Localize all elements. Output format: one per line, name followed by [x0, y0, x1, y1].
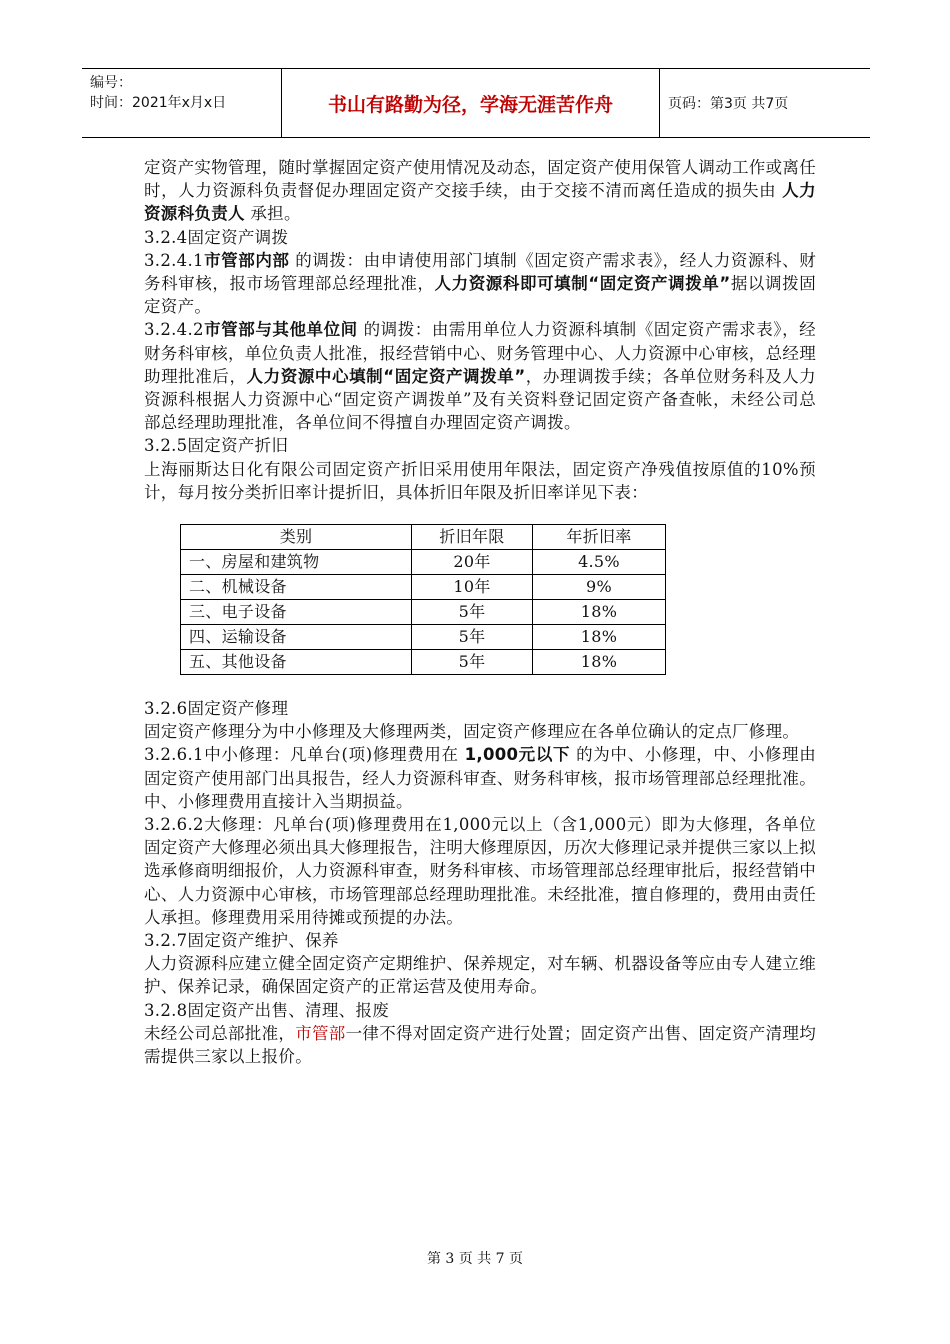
table-cell: 5年 — [412, 600, 533, 625]
header-motto: 书山有路勤为径，学海无涯苦作舟 — [282, 69, 660, 137]
paragraph: 3.2.4.1市管部内部 的调拨：由申请使用部门填制《固定资产需求表》，经人力资源科、财务科审核，报市场管理部总经理批准，人力资源科即可填制“固定资产调拨单”据以调拨固定资产。 — [144, 250, 816, 317]
table-cell: 10年 — [412, 575, 533, 600]
column-header: 折旧年限 — [412, 525, 533, 550]
column-header: 类别 — [181, 525, 412, 550]
table-header-row — [181, 525, 666, 550]
document-time-label: 时间：2021年x月x日 — [90, 95, 227, 111]
bold-text: 人力资源中心填制“固定资产调拨单” — [246, 366, 526, 386]
bold-text: 1,000元以下 — [464, 745, 571, 765]
table-cell: 5年 — [412, 625, 533, 650]
bold-text: 市管部内部 — [203, 250, 290, 270]
paragraph: 3.2.6.2大修理：凡单台(项)修理费用在1,000元以上（含1,000元）即为大修理，各单位固定资产大修理必须出具大修理报告，注明大修理原因，历次大修理记录并提供三家以上拟选承修商明细报价，人力资源科审查，财务科审核、市场管理部总经理审批后，报经营销中心、人力资源中心审核，市场管理部总经理助理批准。未经批准，擅自修理的，费用由责任人承担。修理费用采用待摊或预提的办法。 — [144, 815, 816, 927]
table-row — [181, 550, 666, 575]
paragraph: 定资产实物管理，随时掌握固定资产使用情况及动态，固定资产使用保管人调动工作或离任时，人力资源科负责督促办理固定资产交接手续，由于交接不清而离任造成的损失由 人力资源科负责人 承担。 — [144, 158, 816, 224]
page-footer: 第 3 页 共 7 页 — [426, 1251, 524, 1267]
document-number-label: 编号： — [90, 75, 132, 91]
column-header: 年折旧率 — [533, 525, 666, 550]
bold-text: 人力资源科即可填制“固定资产调拨单” — [434, 274, 731, 294]
table-cell: 18% — [533, 625, 666, 650]
table-cell: 三、电子设备 — [181, 600, 412, 625]
paragraph: 人力资源科应建立健全固定资产定期维护、保养规定，对车辆、机器设备等应由专人建立维护、保养记录，确保固定资产的正常运营及使用寿命。 — [144, 954, 816, 997]
table-cell: 四、运输设备 — [181, 625, 412, 650]
table-cell: 9% — [533, 575, 666, 600]
section-heading: 3.2.5固定资产折旧 — [144, 436, 289, 456]
table-cell: 5年 — [412, 650, 533, 675]
table-cell: 五、其他设备 — [181, 650, 412, 675]
table-cell: 二、机械设备 — [181, 575, 412, 600]
table-row — [181, 575, 666, 600]
section-heading: 3.2.4固定资产调拨 — [144, 227, 289, 247]
table-cell: 一、房屋和建筑物 — [181, 550, 412, 575]
paragraph: 3.2.4.2市管部与其他单位间 的调拨：由需用单位人力资源科填制《固定资产需求表》，经财务科审核，单位负责人批准，报经营销中心、财务管理中心、人力资源中心审核，总经理助理批准后，人力资源中心填制“固定资产调拨单”，办理调拨手续；各单位财务科及人力资源科根据人力资源中心“固定资产调拨单”及有关资料登记固定资产备查帐，未经公司总部总经理助理批准，各单位间不得擅自办理固定资产调拨。 — [144, 320, 816, 433]
page-header — [82, 68, 870, 138]
table-row — [181, 625, 666, 650]
table-cell: 4.5% — [533, 550, 666, 575]
document-body — [144, 156, 816, 1068]
bold-text: 市管部与其他单位间 — [203, 320, 358, 340]
header-meta — [82, 69, 282, 137]
section-heading: 3.2.7固定资产维护、保养 — [144, 931, 339, 951]
table-cell: 18% — [533, 650, 666, 675]
table-row — [181, 650, 666, 675]
section-heading: 3.2.8固定资产出售、清理、报废 — [144, 1000, 390, 1020]
header-page-label: 页码：第3页 共7页 — [668, 96, 789, 112]
paragraph: 未经公司总部批准，市管部一律不得对固定资产进行处置；固定资产出售、固定资产清理均需提供三家以上报价。 — [144, 1023, 817, 1067]
paragraph: 上海丽斯达日化有限公司固定资产折旧采用使用年限法，固定资产净残值按原值的10%预计，每月按分类折旧率计提折旧，具体折旧年限及折旧率详见下表： — [144, 459, 816, 502]
table-cell: 20年 — [412, 550, 533, 575]
highlighted-text: 市管部 — [295, 1023, 346, 1043]
bold-text: 人力资源科负责人 — [144, 181, 816, 224]
paragraph: 3.2.6.1中小修理：凡单台(项)修理费用在 1,000元以下 的为中、小修理，中、小修理由固定资产使用部门出具报告，经人力资源科审查、财务科审核，报市场管理部总经理批准。中、小修理费用直接计入当期损益。 — [144, 745, 817, 811]
table-row — [181, 600, 666, 625]
depreciation-table — [180, 524, 666, 675]
section-heading: 3.2.6固定资产修理 — [144, 699, 289, 719]
paragraph: 固定资产修理分为中小修理及大修理两类，固定资产修理应在各单位确认的定点厂修理。 — [144, 722, 800, 742]
table-cell: 18% — [533, 600, 666, 625]
